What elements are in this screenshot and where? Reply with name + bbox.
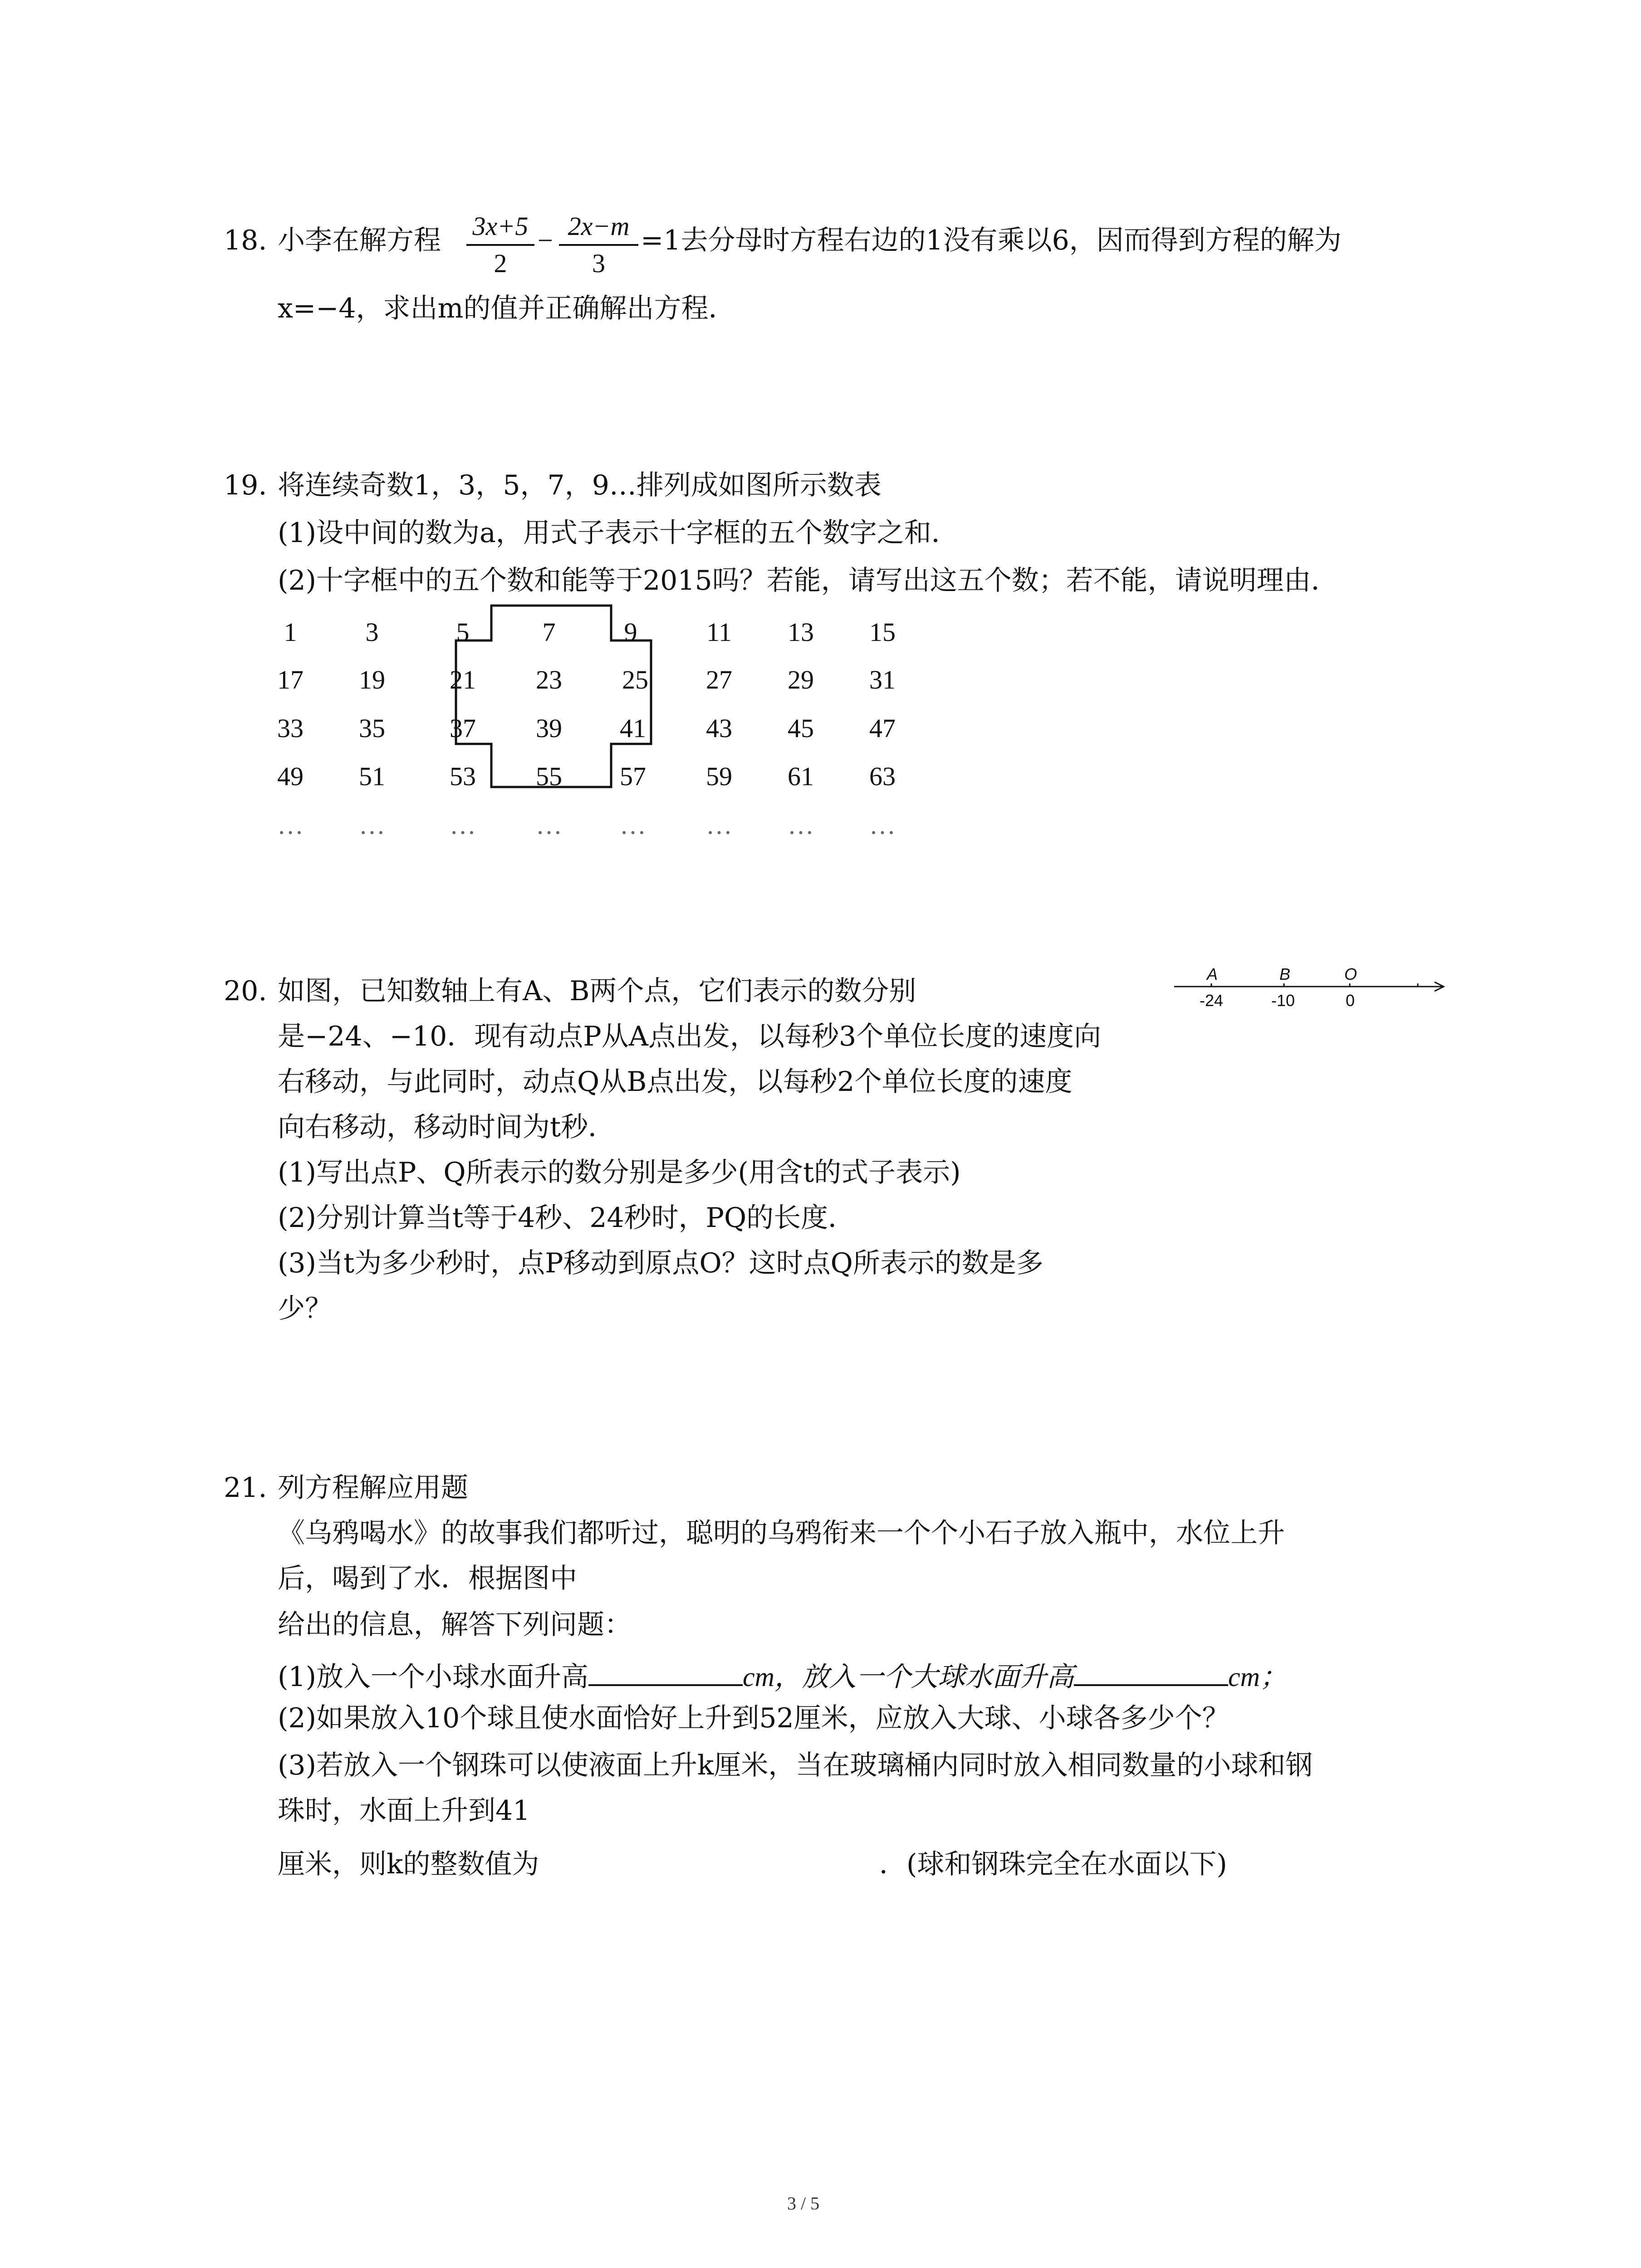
table-cell-ellipsis: … (869, 810, 896, 840)
point-b-label: B (1279, 965, 1291, 983)
table-cell: 47 (869, 714, 896, 743)
table-cell: 33 (277, 714, 304, 743)
page-number: 3 / 5 (787, 2193, 820, 2214)
table-cell: 17 (277, 665, 304, 694)
q20-number: 20. (224, 975, 267, 1007)
q20-line1: 如图，已知数轴上有A、B两个点，它们表示的数分别 (278, 975, 916, 1007)
q21-line1: 《乌鸦喝水》的故事我们都听过，聪明的乌鸦衔来一个个小石子放入瓶中，水位上升 (278, 1517, 1285, 1549)
table-cell: 7 (542, 617, 556, 647)
table-cell: 45 (788, 714, 814, 743)
q20-line4: 向右移动，移动时间为t秒． (278, 1111, 616, 1143)
q21-part3-line2: 珠时，水面上升到41 (278, 1795, 530, 1827)
table-cell-ellipsis: … (706, 810, 732, 840)
q18-fraction-1 (466, 213, 534, 277)
q21-part1-text-b: cm，放入一个大球水面升高 (743, 1662, 1074, 1692)
q20-line3: 右移动，与此同时，动点Q从B点出发，以每秒2个单位长度的速度 (278, 1066, 1073, 1098)
q21-part1 (278, 1659, 1287, 1691)
table-cell: 53 (450, 762, 476, 791)
q18-suffix: =1去分母时方程右边的1没有乘以6，因而得到方程的解为 (641, 225, 1342, 256)
q21-line3: 给出的信息，解答下列问题： (278, 1609, 632, 1641)
q21-part3-line1: (3)若放入一个钢珠可以使液面上升k厘米，当在玻璃桶内同时放入相同数量的小球和钢 (278, 1750, 1313, 1781)
table-cell: 63 (869, 762, 896, 791)
table-cell: 15 (869, 617, 896, 647)
q21-number: 21. (224, 1472, 267, 1504)
q21-part3-line4: ．(球和钢珠完全在水面以下) (879, 1848, 1227, 1880)
point-b-value: -10 (1271, 991, 1295, 1010)
table-cell: 27 (706, 665, 732, 694)
q21-line2: 后，喝到了水．根据图中 (278, 1563, 577, 1594)
origin-o-label: O (1344, 965, 1357, 983)
q19-number: 19. (224, 469, 267, 501)
table-cell: 23 (536, 665, 562, 694)
table-cell: 29 (788, 665, 814, 694)
table-cell: 57 (620, 762, 646, 791)
q21-part1-text-a: (1)放入一个小球水面升高 (278, 1661, 588, 1693)
q21-part2: (2)如果放入10个球且使水面恰好上升到52厘米，应放入大球、小球各多少个？ (278, 1702, 1230, 1734)
q21-part1-text-c: cm； (1228, 1662, 1287, 1692)
q20-part3-line1: (3)当t为多少秒时，点P移动到原点O？这时点Q所表示的数是多 (278, 1247, 1043, 1279)
point-a-label: A (1207, 965, 1218, 983)
table-cell-ellipsis: … (277, 810, 304, 840)
table-cell: 11 (706, 617, 732, 647)
q19-part2: (2)十字框中的五个数和能等于2015吗？若能，请写出这五个数；若不能，请说明理由． (278, 565, 1338, 596)
q20-line2: 是−24、−10．现有动点P从A点出发，以每秒3个单位长度的速度向 (278, 1021, 1102, 1052)
q18-number: 18. (224, 225, 267, 256)
table-cell-ellipsis: … (450, 810, 476, 840)
table-cell: 21 (450, 665, 476, 694)
q20-part3-line2: 少？ (278, 1293, 332, 1325)
table-cell: 5 (456, 617, 470, 647)
q21-title: 列方程解应用题 (278, 1472, 468, 1504)
table-cell-ellipsis: … (536, 810, 562, 840)
table-cell: 51 (359, 762, 385, 791)
table-cell: 43 (706, 714, 732, 743)
table-cell: 55 (536, 762, 562, 791)
table-cell-ellipsis: … (359, 810, 385, 840)
table-cell: 13 (788, 617, 814, 647)
q18-frac1-numerator: 3x+5 (472, 211, 529, 241)
q18-line2: x=−4，求出m的值并正确解出方程． (278, 293, 736, 324)
q19-part1: (1)设中间的数为a，用式子表示十字框的五个数字之和． (278, 517, 959, 549)
q18-frac2-numerator: 2x−m (568, 211, 630, 241)
table-cell: 59 (706, 762, 732, 791)
table-cell: 19 (359, 665, 385, 694)
q20-part2: (2)分别计算当t等于4秒、24秒时，PQ的长度． (278, 1202, 856, 1234)
table-cell: 61 (788, 762, 814, 791)
table-cell: 31 (869, 665, 896, 694)
table-cell: 3 (365, 617, 379, 647)
q21-part3-line3: 厘米，则k的整数值为 (278, 1848, 539, 1880)
q18-frac1-denominator: 2 (494, 249, 507, 278)
table-cell-ellipsis: … (620, 810, 646, 840)
table-cell: 35 (359, 714, 385, 743)
answer-blank-small-ball[interactable] (588, 1659, 743, 1686)
table-cell: 9 (624, 617, 637, 647)
table-cell: 49 (277, 762, 304, 791)
answer-blank-large-ball[interactable] (1074, 1659, 1228, 1686)
q20-part1: (1)写出点P、Q所表示的数分别是多少(用含t的式子表示) (278, 1157, 961, 1188)
table-cell-ellipsis: … (788, 810, 814, 840)
origin-value: 0 (1346, 991, 1355, 1010)
q19-stem: 将连续奇数1，3，5，7，9…排列成如图所示数表 (278, 469, 882, 501)
table-cell: 1 (284, 617, 297, 647)
q18-prefix: 小李在解方程 (278, 225, 441, 256)
table-cell: 39 (536, 714, 562, 743)
table-cell: 25 (622, 665, 648, 694)
point-a-value: -24 (1200, 991, 1224, 1010)
table-cell: 41 (620, 714, 646, 743)
q18-minus: − (538, 225, 553, 255)
q18-fraction-2 (559, 213, 638, 277)
q18-frac2-denominator: 3 (592, 249, 605, 278)
number-line (1171, 966, 1452, 1016)
table-cell: 37 (450, 714, 476, 743)
